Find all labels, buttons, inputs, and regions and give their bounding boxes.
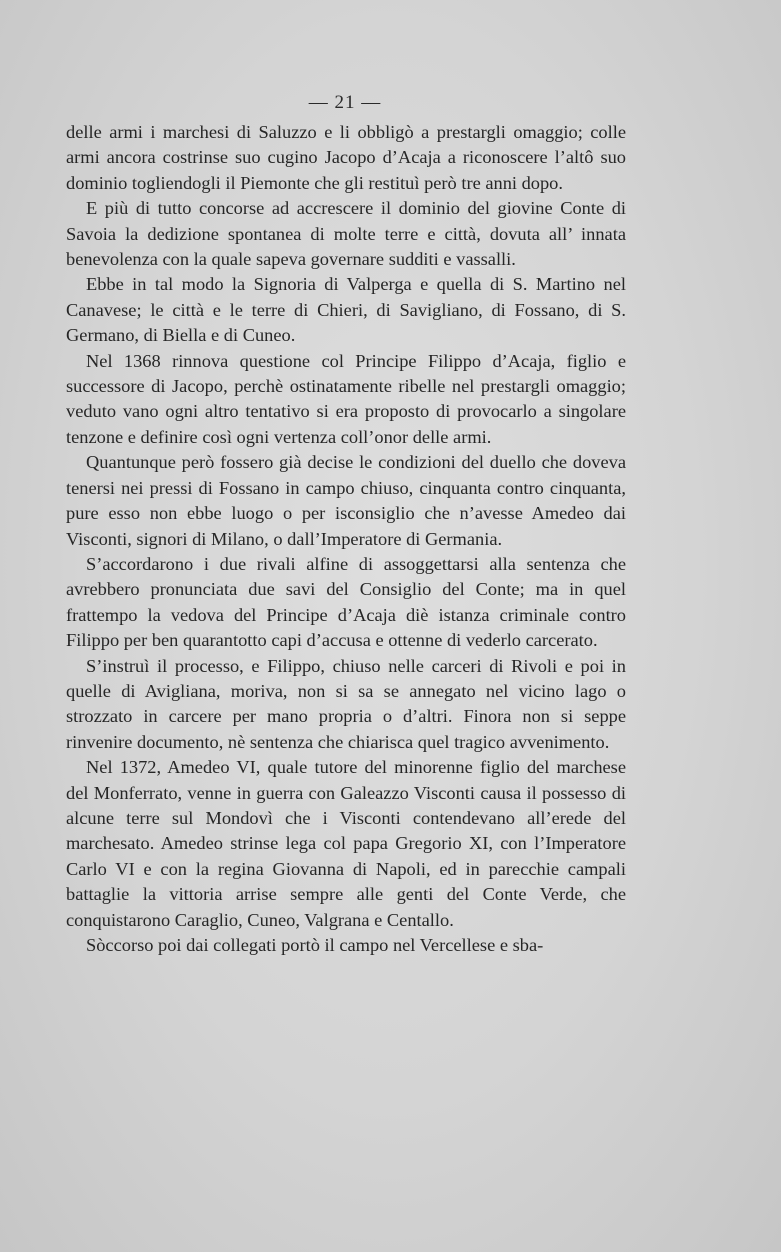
paragraph: Ebbe in tal modo la Signoria di Valperga e quella di S. Martino nel Canavese; le città e le terre di Chieri, di Savigliano, di Fossano, di S. Germano, di Biella e di Cuneo. [66, 274, 626, 346]
paragraph: E più di tutto concorse ad accrescere il dominio del giovine Conte di Savoia la dedizione spontanea di molte terre e città, dovuta all’ innata benevolenza con la quale sapeva governare sudditi e vassalli. [66, 198, 626, 270]
paragraph: Sòccorso poi dai collegati portò il campo nel Vercellese e sba- [86, 935, 544, 955]
paragraph: S’instruì il processo, e Filippo, chiuso nelle carceri di Rivoli e poi in quelle di Avigliana, moriva, non si sa se annegato nel vicino lago o strozzato in carcere per mano propria o d’altri. Finora non si seppe rinvenire documento, nè sentenza che chiarisca quel tragico avvenimento. [66, 655, 626, 752]
paragraph: Nel 1368 rinnova questione col Principe Filippo d’Acaja, figlio e successore di Jacopo, perchè ostinatamente ribelle nel prestargli omaggio; veduto vano ogni altro tentativo si era proposto di provocarlo a singolare tenzone e definire così ogni vertenza coll’onor delle armi. [66, 350, 626, 447]
body-text [66, 120, 626, 958]
paragraph: Quantunque però fossero già decise le condizioni del duello che doveva tenersi nei pressi di Fossano in campo chiuso, cinquanta contro cinquanta, pure esso non ebbe luogo o per isconsiglio che n’avesse Amedeo dai Visconti, signori di Milano, o dall’Imperatore di Germania. [66, 452, 626, 549]
paragraph: delle armi i marchesi di Saluzzo e li obbligò a prestargli omaggio; colle armi ancora costrinse suo cugino Jacopo d’Acaja a riconoscere l’altô suo dominio togliendogli il Piemonte che gli restituì però tre anni dopo. [66, 122, 626, 193]
paragraph: S’accordarono i due rivali alfine di assoggettarsi alla sentenza che avrebbero pronunciata due savi del Consiglio del Conte; ma in quel frattempo la vedova del Principe d’Acaja diè istanza criminale contro Filippo per ben quarantotto capi d’accusa e ottenne di vederlo carcerato. [66, 553, 626, 651]
paragraph: Nel 1372, Amedeo VI, quale tutore del minorenne figlio del marchese del Monferrato, venne in guerra con Galeazzo Visconti causa il possesso di alcune terre sul Mondovì che i Visconti contendevano all’erede del marchesato. Amedeo strinse lega col papa Gregorio XI, con l’Imperatore Carlo VI e con la regina Giovanna di Napoli, ed in parecchie campali battaglie la vittoria arrise sempre alle genti del Conte Verde, che conquistarono Caraglio, Cuneo, Valgrana e Centallo. [66, 757, 626, 930]
page-number: — 21 — [308, 92, 382, 113]
